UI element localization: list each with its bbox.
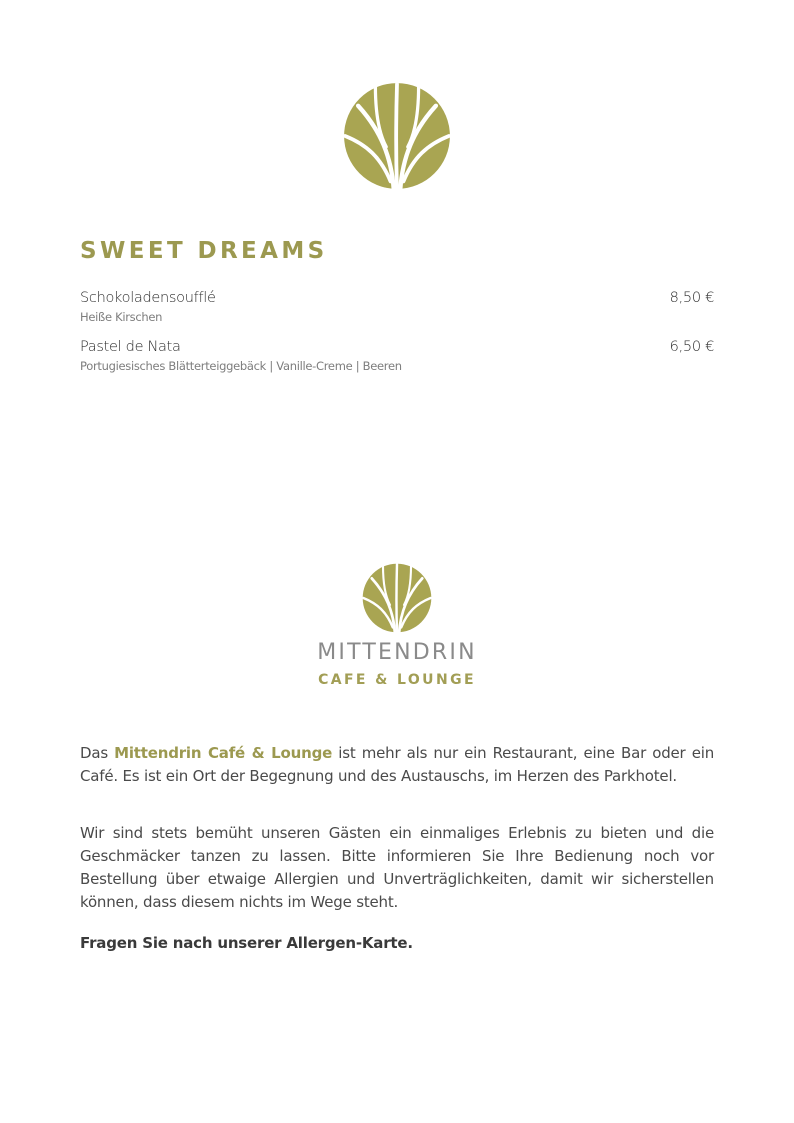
item-name: Schokoladensoufflé [80,290,216,306]
item-price: 6,50 € [669,339,714,355]
tree-circle-icon [343,82,451,190]
section-title: SWEET DREAMS [80,238,328,264]
menu-item [80,339,714,373]
info-paragraph: Wir sind stets bemüht unseren Gästen ein einmaliges Erlebnis zu bieten und die Geschmäcker tanzen zu lassen. Bitte informieren Sie Ihre Bedienung noch vor Bestellung über etwaige Allergien und Unverträglichkeiten, damit wir sicherstellen können, dass diesem nichts im Wege steht. [80,824,714,911]
menu-item [80,290,714,324]
about-paragraph [80,742,714,788]
item-price: 8,50 € [669,290,714,306]
item-name: Pastel de Nata [80,339,181,355]
brand-name: MITTENDRIN [317,640,477,665]
about-text: Das [80,744,115,762]
item-description: Heiße Kirschen [80,310,163,324]
brand-logo [362,563,432,633]
allergen-note: Fragen Sie nach unserer Allergen-Karte. [80,934,413,952]
item-description: Portugiesisches Blätterteiggebäck | Vanille-Creme | Beeren [80,359,402,373]
about-text: ist mehr als nur ein Restaurant, eine Bar oder ein Café. Es ist ein Ort der Begegnung und des Austauschs, im Herzen des Parkhotel. [80,744,714,785]
about-highlight: Mittendrin Café & Lounge [114,744,333,762]
brand-subtitle: CAFE & LOUNGE [318,672,476,688]
